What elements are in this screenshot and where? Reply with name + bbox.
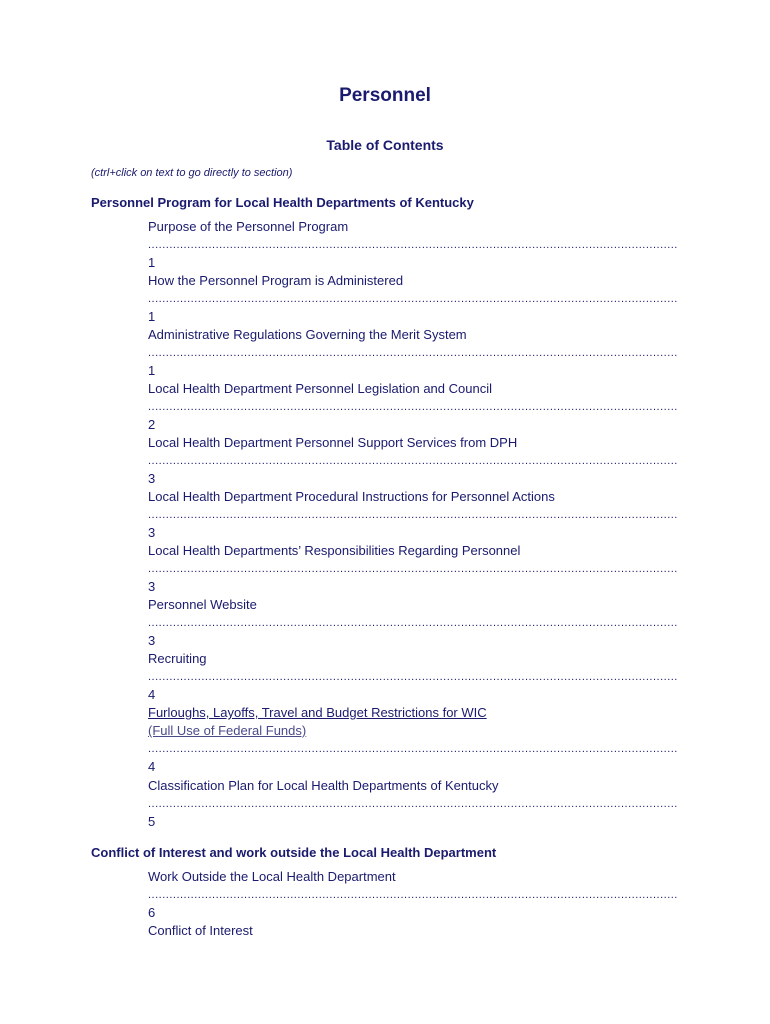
dot-leader [148,614,678,632]
toc-page-number: 5 [148,814,156,829]
toc-page-number: 3 [148,471,156,486]
toc-entry-support-services[interactable] [148,434,678,488]
toc-entry-label[interactable]: Local Health Departments’ Responsibilities Regarding Personnel [148,543,521,558]
toc-entry-procedural-instructions[interactable] [148,488,678,542]
toc-entry-label[interactable]: Administrative Regulations Governing the Merit System [148,327,467,342]
page-title: Personnel [339,85,431,106]
toc-entry-conflict-of-interest[interactable] [148,922,678,940]
toc-hint: (ctrl+click on text to go directly to section) [91,167,293,179]
dot-leader [148,886,678,904]
toc-entry-recruiting[interactable] [148,650,678,704]
toc-entry-purpose[interactable] [148,218,678,272]
toc-page-number: 4 [148,687,156,702]
toc-page-number: 1 [148,363,156,378]
toc-entry-regulations[interactable] [148,326,678,380]
toc-entry-legislation[interactable] [148,380,678,434]
dot-leader [148,668,678,686]
toc-entry-link-continuation[interactable]: (Full Use of Federal Funds) [148,723,307,738]
toc-entry-responsibilities[interactable] [148,542,678,596]
dot-leader [148,795,678,813]
section-heading-conflict-of-interest[interactable]: Conflict of Interest and work outside the Local Health Department [91,845,497,860]
toc-entry-furloughs[interactable] [148,704,678,776]
toc-entry-label[interactable]: How the Personnel Program is Administered [148,273,404,288]
toc-entry-label[interactable]: Recruiting [148,651,207,666]
dot-leader [148,506,678,524]
toc-entry-label[interactable]: Personnel Website [148,597,257,612]
toc-page-number: 4 [148,759,156,774]
toc-entry-link[interactable]: Furloughs, Layoffs, Travel and Budget Restrictions for WIC [148,705,487,720]
toc-page-number: 2 [148,417,156,432]
toc-page-number: 1 [148,309,156,324]
dot-leader [148,740,678,758]
dot-leader [148,344,678,362]
dot-leader [148,236,678,254]
toc-entry-website[interactable] [148,596,678,650]
dot-leader [148,398,678,416]
toc-entry-label[interactable]: Purpose of the Personnel Program [148,219,349,234]
toc-entry-classification-plan[interactable] [148,777,678,831]
section-heading-personnel-program[interactable]: Personnel Program for Local Health Departments of Kentucky [91,195,474,210]
toc-page-number: 3 [148,633,156,648]
toc-page-number: 3 [148,579,156,594]
dot-leader [148,290,678,308]
toc-page-number: 6 [148,905,156,920]
toc-entry-label[interactable]: Local Health Department Procedural Instructions for Personnel Actions [148,489,555,504]
toc-entry-label[interactable]: Conflict of Interest [148,923,253,938]
toc-entry-label[interactable]: Classification Plan for Local Health Departments of Kentucky [148,778,499,793]
toc-entry-work-outside[interactable] [148,868,678,922]
toc-entry-label[interactable]: Local Health Department Personnel Legislation and Council [148,381,492,396]
toc-entry-label[interactable]: Work Outside the Local Health Department [148,869,396,884]
toc-title: Table of Contents [326,137,444,153]
dot-leader [148,560,678,578]
toc-page-number: 1 [148,255,156,270]
toc-entry-label[interactable]: Local Health Department Personnel Support Services from DPH [148,435,518,450]
toc-page-number: 3 [148,525,156,540]
toc-entry-administered[interactable] [148,272,678,326]
dot-leader [148,452,678,470]
